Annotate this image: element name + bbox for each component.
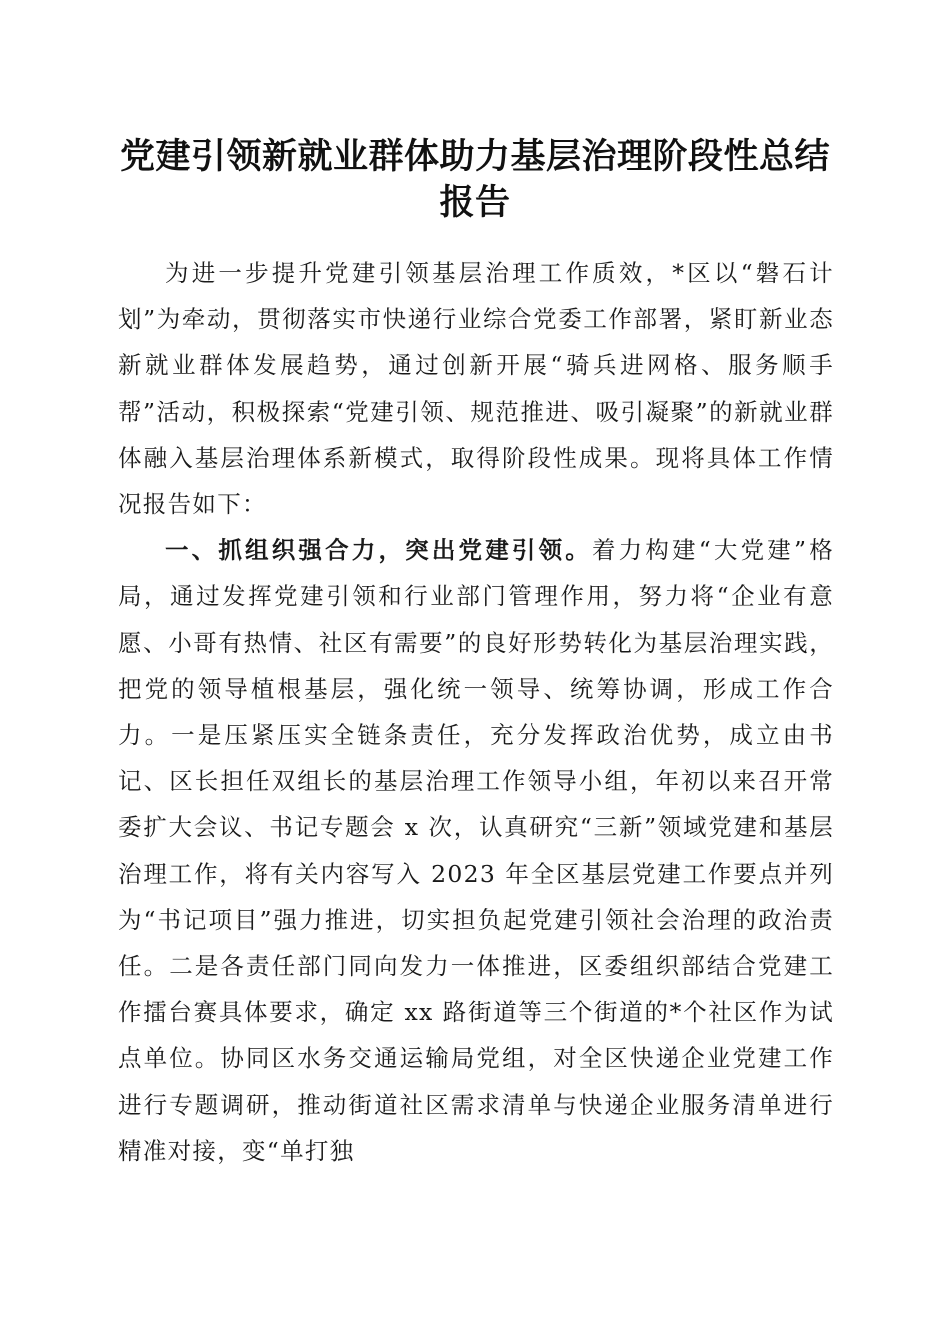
- title-line-1: 党建引领新就业群体助力基层治理阶段性总结: [119, 136, 830, 177]
- intro-paragraph: 为进一步提升党建引领基层治理工作质效，*区以“磐石计划”为牵动，贯彻落实市快递行业综合党委工作部署，紧盯新业态新就业群体发展趋势，通过创新开展“骑兵进网格、服务顺手帮”活动，积极探索“党建引领、规范推进、吸引凝聚”的新就业群体融入基层治理体系新模式，取得阶段性成果。现将具体工作情况报告如下：: [118, 259, 834, 519]
- document-body: [118, 250, 834, 1174]
- section-1-paragraph: [118, 527, 834, 1174]
- title-line-2: 报告: [439, 182, 511, 223]
- section-1-text: 着力构建“大党建”格局，通过发挥党建引领和行业部门管理作用，努力将“企业有意愿、小哥有热情、社区有需要”的良好形势转化为基层治理实践，把党的领导植根基层，强化统一领导、统筹协调，形成工作合力。一是压紧压实全链条责任，充分发挥政治优势，成立由书记、区长担任双组长的基层治理工作领导小组，年初以来召开常委扩大会议、书记专题会 x 次，认真研究“三新”领域党建和基层治理工作，将有关内容写入 2023 年全区基层党建工作要点并列为“书记项目”强力推进，切实担负起党建引领社会治理的政治责任。二是各责任部门同向发力一体推进，区委组织部结合党建工作擂台赛具体要求，确定 xx 路街道等三个街道的*个社区作为试点单位。协同区水务交通运输局党组，对全区快递企业党建工作进行专题调研，推动街道社区需求清单与快递企业服务清单进行精准对接，变“单打独: [118, 536, 834, 1165]
- section-1-heading: 一、抓组织强合力，突出党建引领。: [165, 536, 592, 565]
- document-title: [100, 134, 850, 226]
